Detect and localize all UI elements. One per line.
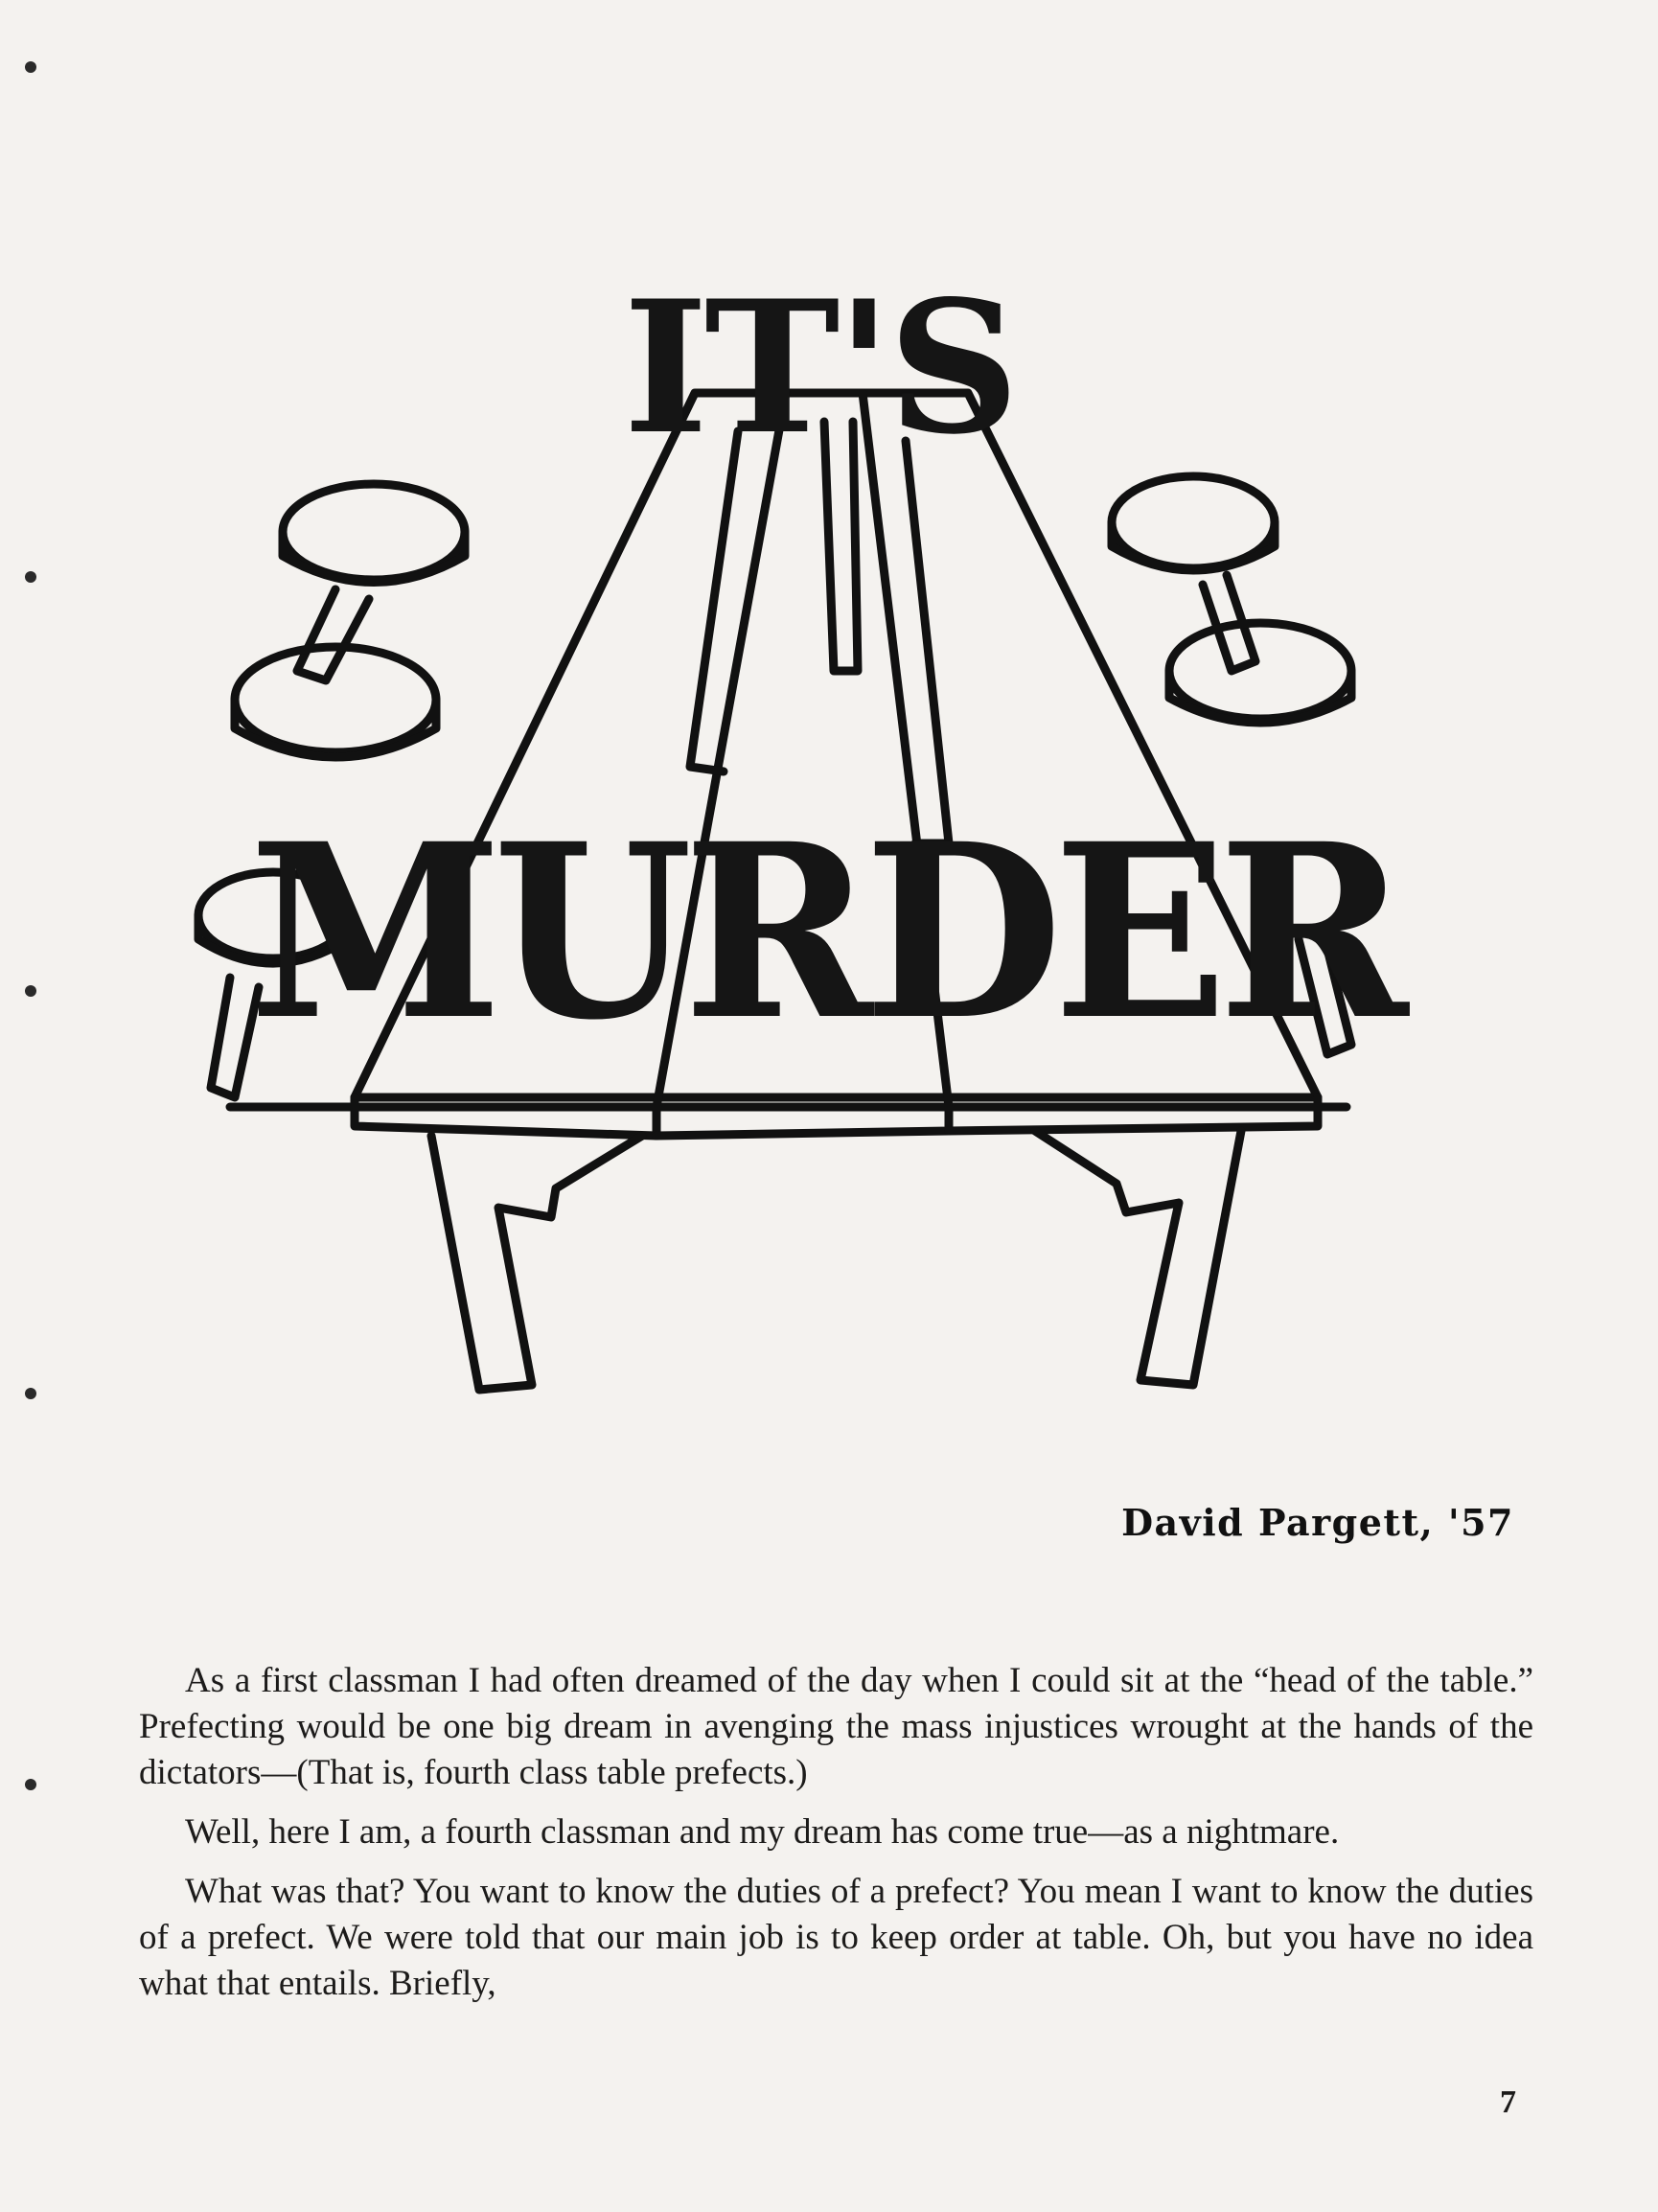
paragraph: Well, here I am, a fourth classman and my dream has come true—as a nightmare.: [185, 1812, 1340, 1852]
punch-hole: [25, 571, 36, 583]
title-its: IT'S: [623, 261, 1016, 474]
page-number: 7: [1500, 2085, 1516, 2120]
punch-hole: [25, 985, 36, 997]
author-byline: David Pargett, '57: [1121, 1501, 1514, 1544]
paragraph: As a first classman I had often dreamed of the day when I could sit at the “head of the table.” Prefecting would be one big dream in avenging the mass injustices wrought at the hands of the dictators—(That is, fourth class table prefects.): [139, 1661, 1533, 1792]
punch-hole: [25, 1779, 36, 1790]
punch-hole: [25, 61, 36, 73]
paragraph: What was that? You want to know the duties of a prefect? You mean I want to know the duties of a prefect. We were told that our main job is to keep order at table. Oh, but you have no idea what that entails. Briefly,: [139, 1872, 1533, 2003]
title-illustration: [192, 173, 1457, 1418]
chair-middle-right: [1169, 623, 1351, 723]
article-body: [139, 1658, 1533, 2020]
title-murder: MURDER: [249, 791, 1411, 1072]
table-legs: [431, 1131, 1241, 1390]
punch-hole: [25, 1388, 36, 1399]
